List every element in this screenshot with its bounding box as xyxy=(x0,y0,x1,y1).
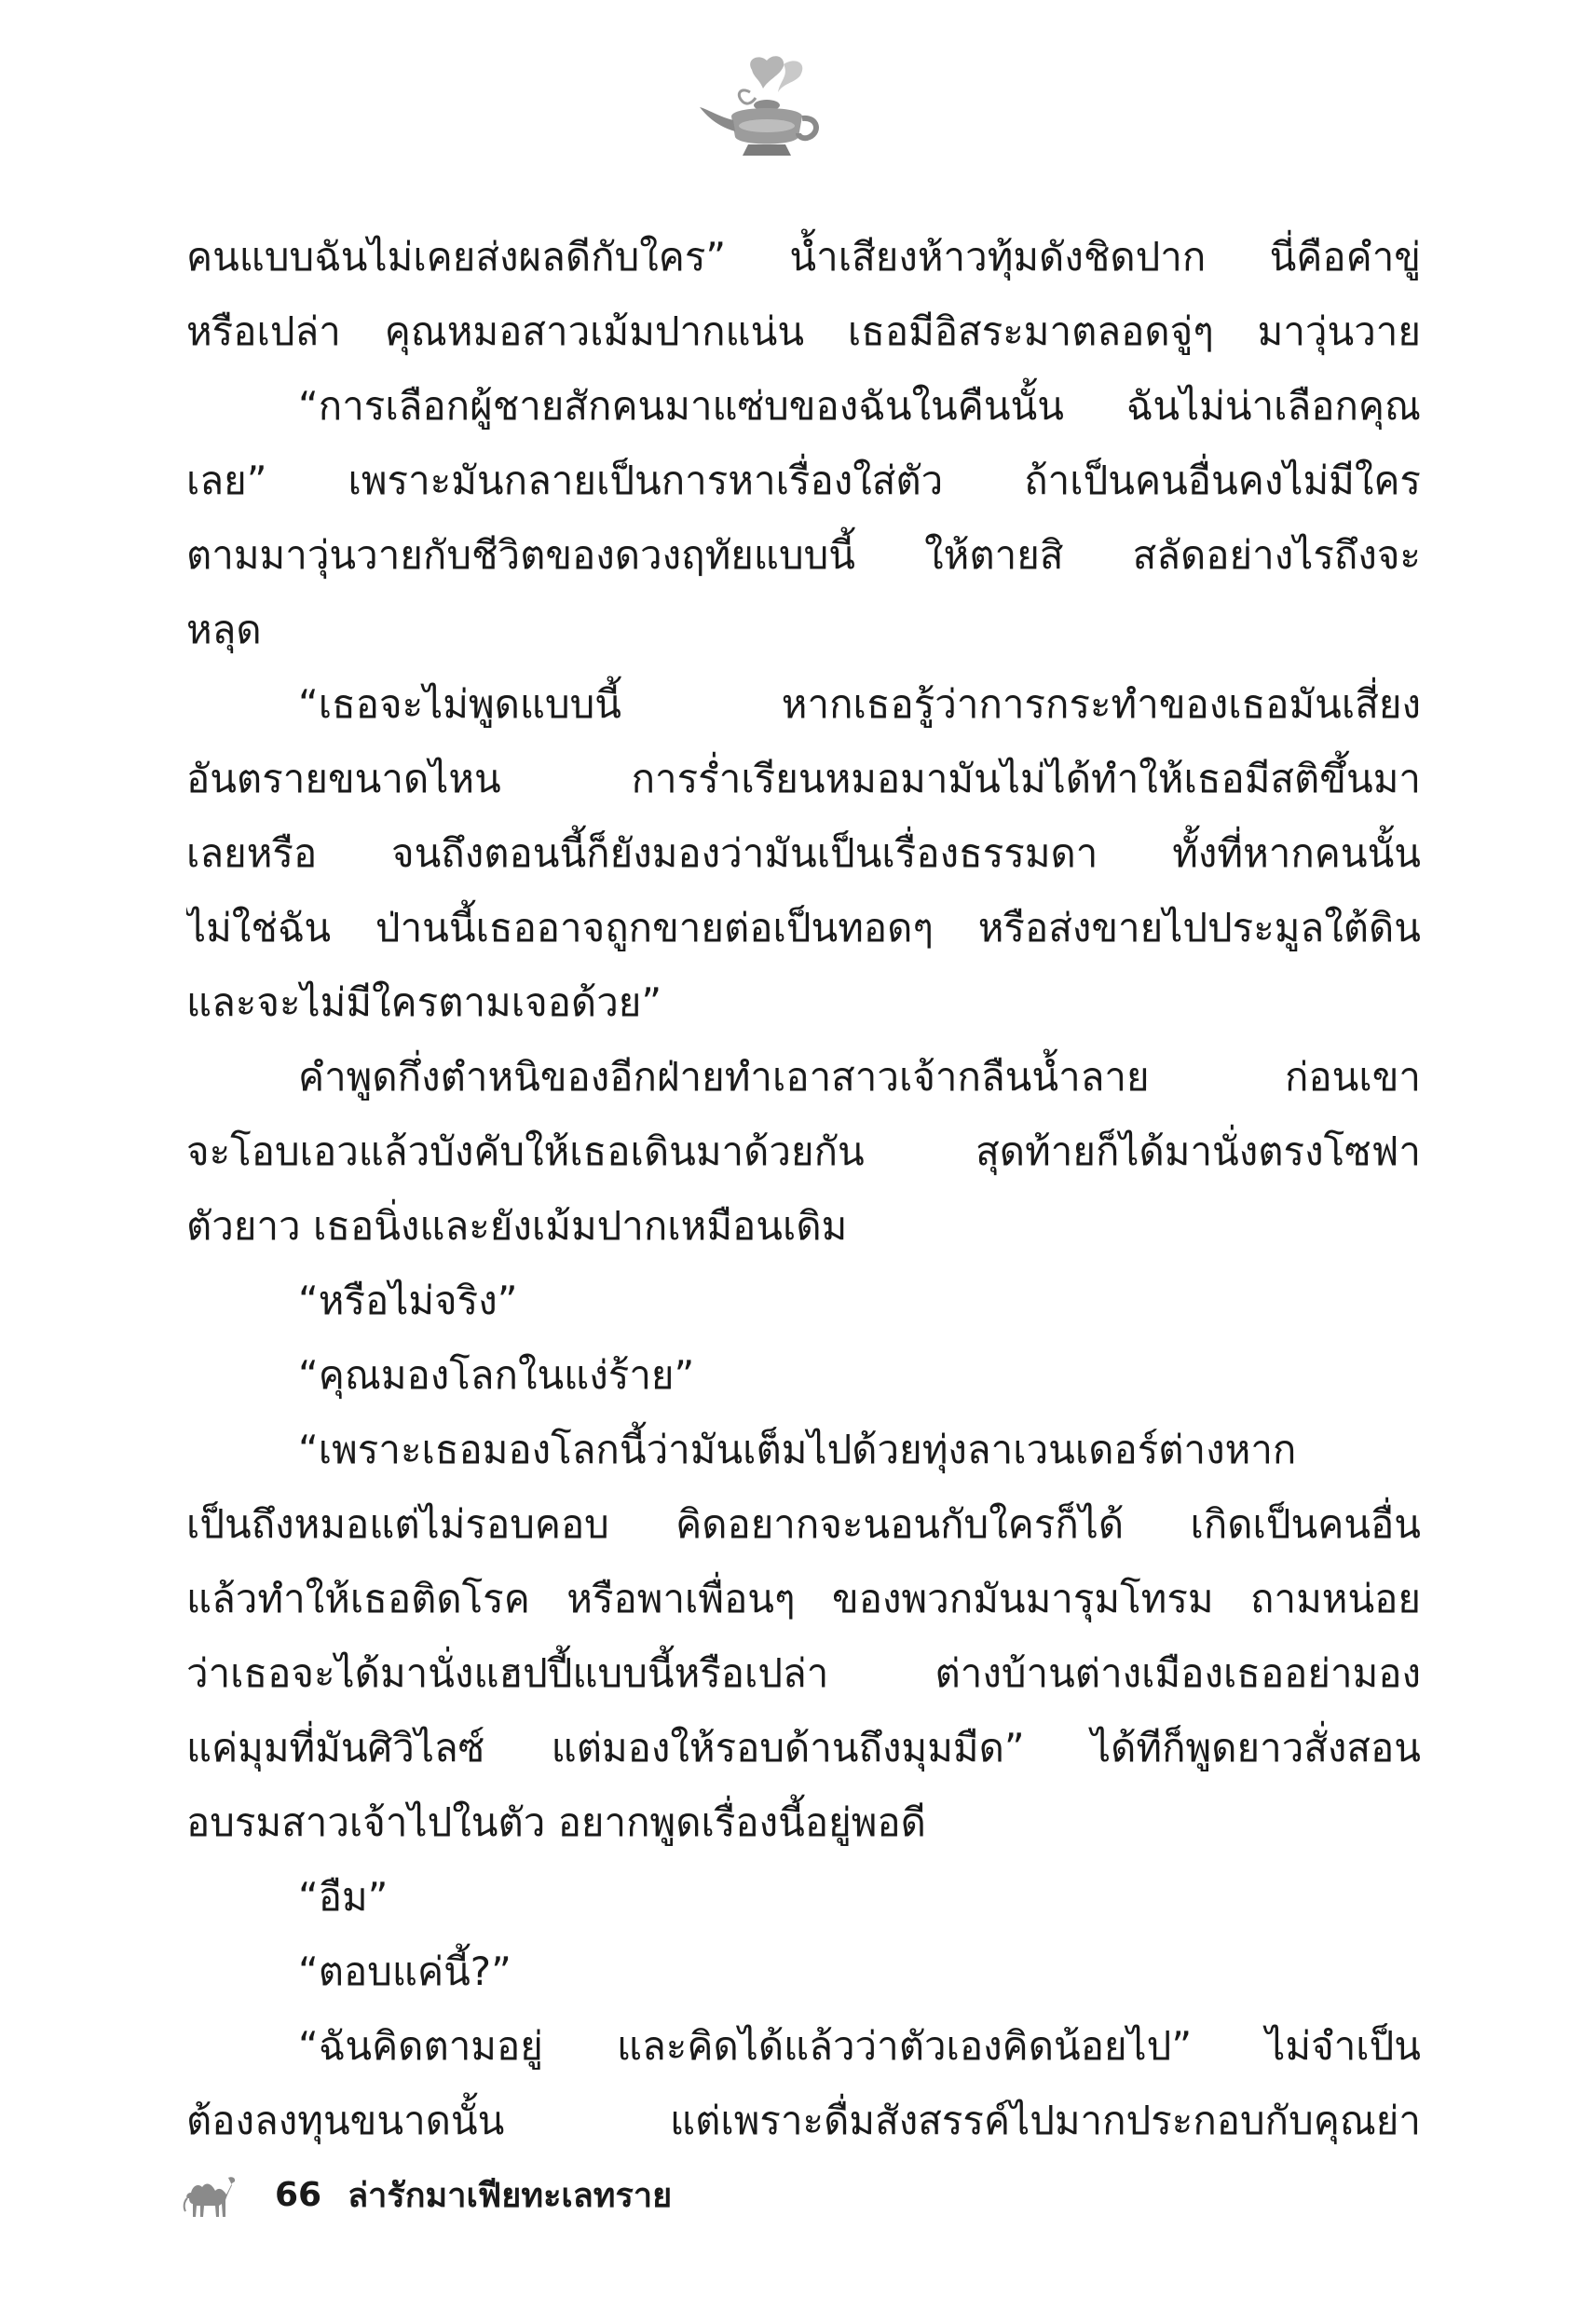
body-line: และจะไม่มีใครตามเจอด้วย” xyxy=(186,979,662,1025)
body-line: ต้องลงทุนขนาดนั้น แต่เพราะดื่มสังสรรค์ไปมากประกอบกับคุณย่า xyxy=(186,2098,1421,2143)
body-line: “การเลือกผู้ชายสักคนมาแซ่บของฉันในคืนนั้น ฉันไม่น่าเลือกคุณ xyxy=(298,383,1421,429)
page-footer xyxy=(182,2162,672,2227)
body-line: คำพูดกึ่งตำหนิของอีกฝ่ายทำเอาสาวเจ้ากลืนน้ำลาย ก่อนเขา xyxy=(298,1054,1421,1100)
body-line: ว่าเธอจะได้มานั่งแฮปปี้แบบนี้หรือเปล่า ต่างบ้านต่างเมืองเธออย่ามอง xyxy=(186,1650,1421,1696)
body-line: แล้วทำให้เธอติดโรค หรือพาเพื่อนๆ ของพวกมันมารุมโทรม ถามหน่อย xyxy=(186,1576,1421,1621)
body-line: เลย” เพราะมันกลายเป็นการหาเรื่องใส่ตัว ถ้าเป็นคนอื่นคงไม่มีใคร xyxy=(186,458,1421,503)
body-line: อบรมสาวเจ้าไปในตัว อยากพูดเรื่องนี้อยู่พอดี xyxy=(186,1799,926,1845)
body-line: “เพราะเธอมองโลกนี้ว่ามันเต็มไปด้วยทุ่งลาเวนเดอร์ต่างหาก xyxy=(298,1427,1297,1472)
body-line: ตามมาวุ่นวายกับชีวิตของดวงฤทัยแบบนี้ ให้ตายสิ สลัดอย่างไรถึงจะ xyxy=(186,532,1421,578)
body-line: จะโอบเอวแล้วบังคับให้เธอเดินมาด้วยกัน สุดท้ายก็ได้มานั่งตรงโซฟา xyxy=(186,1128,1421,1174)
body-line: ไม่ใช่ฉัน ป่านนี้เธออาจถูกขายต่อเป็นทอดๆ หรือส่งขายไปประมูลใต้ดิน xyxy=(186,905,1421,950)
body-line: หลุด xyxy=(186,607,262,652)
body-text xyxy=(186,220,1421,2158)
body-line: “เธอจะไม่พูดแบบนี้ หากเธอรู้ว่าการกระทำของเธอมันเสี่ยง xyxy=(298,681,1421,727)
body-line: อันตรายขนาดไหน การร่ำเรียนหมอมามันไม่ได้ทำให้เธอมีสติขึ้นมา xyxy=(186,756,1421,801)
body-line: “คุณมองโลกในแง่ร้าย” xyxy=(298,1352,695,1398)
body-line: แค่มุมที่มันศิวิไลซ์ แต่มองให้รอบด้านถึงมุมมืด” ได้ทีก็พูดยาวสั่งสอน xyxy=(186,1725,1421,1771)
genie-lamp-icon xyxy=(694,51,825,172)
body-line: ตัวยาว เธอนิ่งและยังเม้มปากเหมือนเดิม xyxy=(186,1203,848,1249)
book-title: ล่ารักมาเฟียทะเลทราย xyxy=(348,2176,673,2215)
body-line: “หรือไม่จริง” xyxy=(298,1278,518,1323)
body-line: หรือเปล่า คุณหมอสาวเม้มปากแน่น เธอมีอิสระมาตลอดจู่ๆ มาวุ่นวาย xyxy=(186,308,1421,354)
body-line: “ตอบแค่นี้?” xyxy=(298,1949,512,1994)
body-line: เลยหรือ จนถึงตอนนี้ก็ยังมองว่ามันเป็นเรื่องธรรมดา ทั้งที่หากคนนั้น xyxy=(186,830,1421,876)
body-line: “อืม” xyxy=(298,1874,389,1920)
body-line: คนแบบฉันไม่เคยส่งผลดีกับใคร” น้ำเสียงห้าวทุ้มดังชิดปาก นี่คือคำขู่ xyxy=(186,234,1421,280)
body-line: “ฉันคิดตามอยู่ และคิดได้แล้วว่าตัวเองคิดน้อยไป” ไม่จำเป็น xyxy=(298,2023,1421,2069)
camel-icon xyxy=(182,2170,239,2219)
page-number: 66 xyxy=(275,2175,322,2214)
body-line: เป็นถึงหมอแต่ไม่รอบคอบ คิดอยากจะนอนกับใครก็ได้ เกิดเป็นคนอื่น xyxy=(186,1501,1421,1547)
